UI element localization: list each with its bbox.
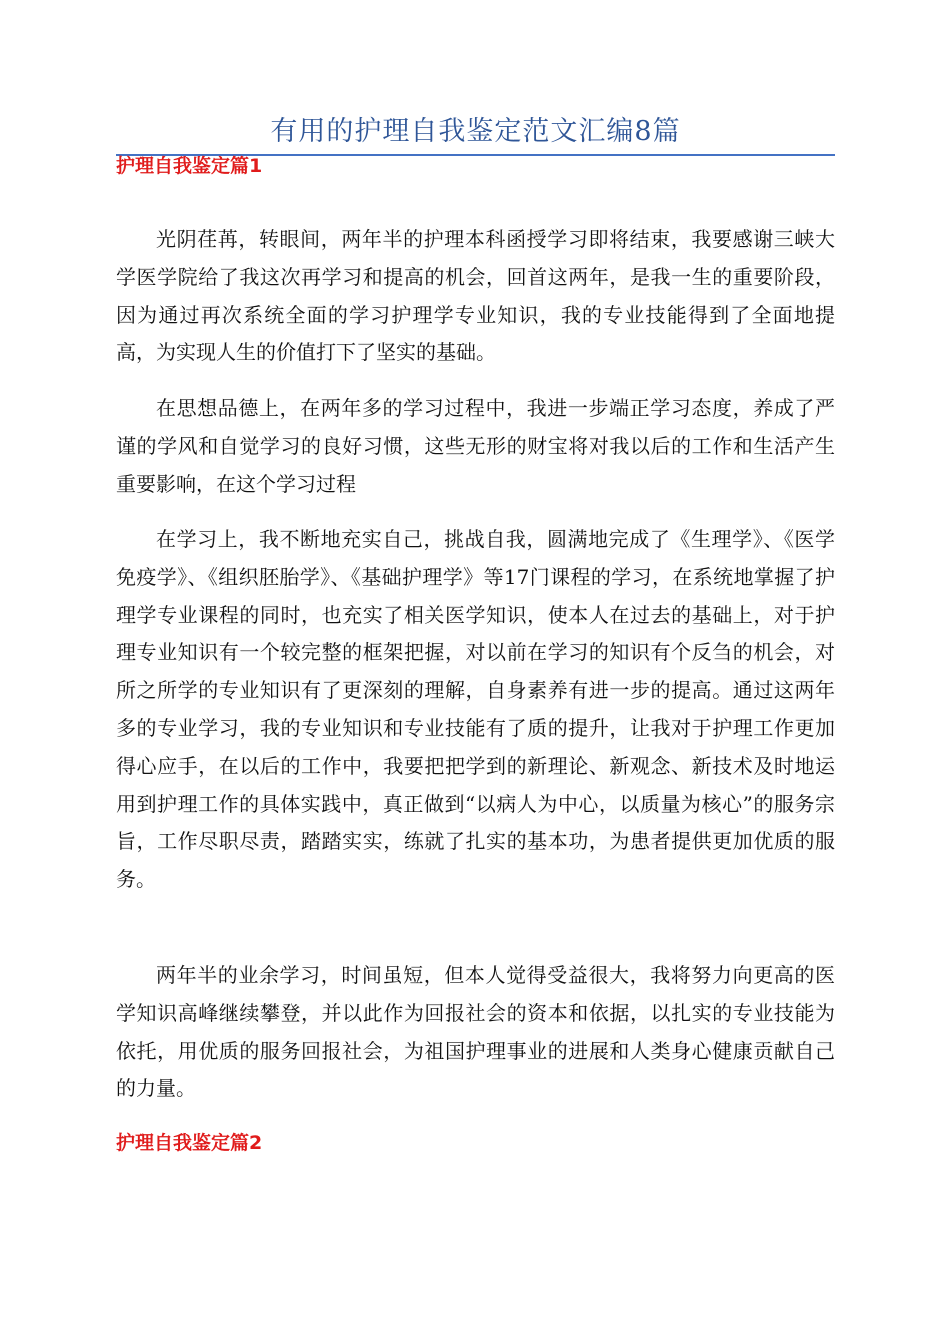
paragraph-1-1: 光阴荏苒，转眼间，两年半的护理本科函授学习即将结束，我要感谢三峡大学医学院给了我这次再学习和提高的机会，回首这两年，是我一生的重要阶段，因为通过再次系统全面的学习护理学专业知识，我的专业技能得到了全面地提高，为实现人生的价值打下了坚实的基础。 <box>116 227 835 365</box>
section-heading-2: 护理自我鉴定篇2 <box>116 1132 263 1154</box>
paragraph-1-3: 在学习上，我不断地充实自己，挑战自我，圆满地完成了《生理学》、《医学免疫学》、《组织胚胎学》、《基础护理学》等17门课程的学习，在系统地掌握了护理学专业课程的同时，也充实了相关医学知识，使本人在过去的基础上，对于护理专业知识有一个较完整的框架把握，对以前在学习的知识有个反刍的机会，对所之所学的专业知识有了更深刻的理解，自身素养有进一步的提高。通过这两年多的专业学习，我的专业知识和专业技能有了质的提升，让我对于护理工作更加得心应手，在以后的工作中，我要把把学到的新理论、新观念、新技术及时地运用到护理工作的具体实践中，真正做到“以病人为中心，以质量为核心”的服务宗旨，工作尽职尽责，踏踏实实，练就了扎实的基本功，为患者提供更加优质的服务。 <box>116 527 835 892</box>
section-heading-1: 护理自我鉴定篇1 <box>116 155 263 177</box>
document-title: 有用的护理自我鉴定范文汇编8篇 <box>270 116 681 147</box>
paragraph-1-4: 两年半的业余学习，时间虽短，但本人觉得受益很大，我将努力向更高的医学知识高峰继续攀登，并以此作为回报社会的资本和依据，以扎实的专业技能为依托，用优质的服务回报社会，为祖国护理事业的进展和人类身心健康贡献自己的力量。 <box>116 963 835 1101</box>
paragraph-1-2: 在思想品德上，在两年多的学习过程中，我进一步端正学习态度，养成了严谨的学风和自觉学习的良好习惯，这些无形的财宝将对我以后的工作和生活产生重要影响，在这个学习过程 <box>116 396 835 496</box>
